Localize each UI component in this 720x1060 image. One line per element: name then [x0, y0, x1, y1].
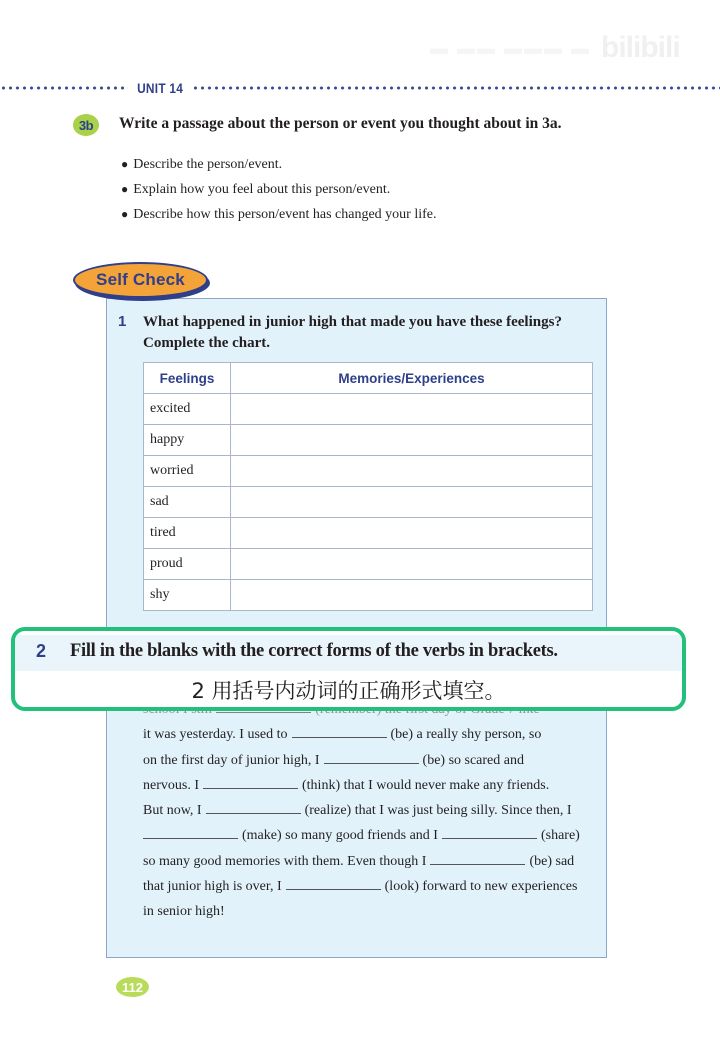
header-memories: Memories/Experiences [231, 363, 593, 394]
chart-header-row [144, 363, 593, 394]
unit-header [0, 79, 720, 97]
answer-blank[interactable] [206, 800, 301, 814]
header-feelings: Feelings [144, 363, 231, 394]
feeling-cell: tired [144, 518, 231, 549]
memory-cell[interactable] [231, 425, 593, 456]
bilibili-watermark [430, 28, 700, 68]
bilibili-logo: bilibili [601, 31, 680, 64]
table-row [144, 487, 593, 518]
answer-blank[interactable] [292, 724, 387, 738]
feeling-cell: proud [144, 549, 231, 580]
table-row [144, 456, 593, 487]
passage-line: that junior high is over, I (look) forward to new experiences [143, 874, 598, 899]
subtitle-overlay [11, 627, 686, 711]
passage-line: nervous. I (think) that I would never make any friends. [143, 773, 598, 798]
table-row [144, 394, 593, 425]
table-row [144, 580, 593, 611]
passage-line: so many good memories with them. Even though I (be) sad [143, 849, 598, 874]
bullet-item: ● Describe how this person/event has changed your life. [121, 202, 437, 227]
exercise-3b-bullets [121, 152, 437, 227]
table-row [144, 518, 593, 549]
passage-line: (make) so many good friends and I (share) [143, 823, 598, 848]
feeling-cell: happy [144, 425, 231, 456]
bullet-item: ● Describe the person/event. [121, 152, 437, 177]
memory-cell[interactable] [231, 549, 593, 580]
passage-line: on the first day of junior high, I (be) so scared and [143, 748, 598, 773]
memory-cell[interactable] [231, 394, 593, 425]
memory-cell[interactable] [231, 518, 593, 549]
question-2-passage [143, 697, 598, 925]
answer-blank[interactable] [143, 825, 238, 839]
passage-line: But now, I (realize) that I was just being silly. Since then, I [143, 798, 598, 823]
passage-line: in senior high! [143, 904, 225, 920]
exercise-3b-badge: 3b [73, 114, 99, 136]
answer-blank[interactable] [286, 876, 381, 890]
exercise-3b-title: Write a passage about the person or event you thought about in 3a. [119, 115, 562, 132]
unit-label: UNIT 14 [137, 80, 184, 96]
self-check-label: Self Check [96, 270, 185, 289]
question-1-number: 1 [118, 313, 127, 330]
question-2-number: 2 [36, 641, 47, 661]
page-number: 112 [116, 977, 149, 997]
answer-blank[interactable] [203, 775, 298, 789]
subtitle-chinese: 2 用括号内动词的正确形式填空。 [191, 679, 506, 703]
table-row [144, 425, 593, 456]
question-1-text: What happened in junior high that made you have these feelings? Complete the chart. [143, 314, 562, 351]
bullet-icon: ● [121, 157, 129, 171]
dotted-rule-right [192, 86, 720, 90]
feeling-cell: excited [144, 394, 231, 425]
self-check-badge [73, 262, 208, 298]
watermark-caption: ▬ ▬▬ ▬▬▬ ▬ [430, 37, 592, 58]
memory-cell[interactable] [231, 580, 593, 611]
feelings-chart [143, 362, 593, 611]
feeling-cell: sad [144, 487, 231, 518]
answer-blank[interactable] [324, 750, 419, 764]
feeling-cell: shy [144, 580, 231, 611]
bullet-icon: ● [121, 182, 129, 196]
table-row [144, 549, 593, 580]
memory-cell[interactable] [231, 456, 593, 487]
answer-blank[interactable] [430, 851, 525, 865]
passage-line: it was yesterday. I used to (be) a really shy person, so [143, 722, 598, 747]
dotted-rule-left [0, 86, 128, 90]
bullet-item: ● Explain how you feel about this person/event. [121, 177, 437, 202]
feeling-cell: worried [144, 456, 231, 487]
question-2-text: Fill in the blanks with the correct forms of the verbs in brackets. [70, 641, 558, 661]
bullet-icon: ● [121, 207, 129, 221]
answer-blank[interactable] [442, 825, 537, 839]
memory-cell[interactable] [231, 487, 593, 518]
